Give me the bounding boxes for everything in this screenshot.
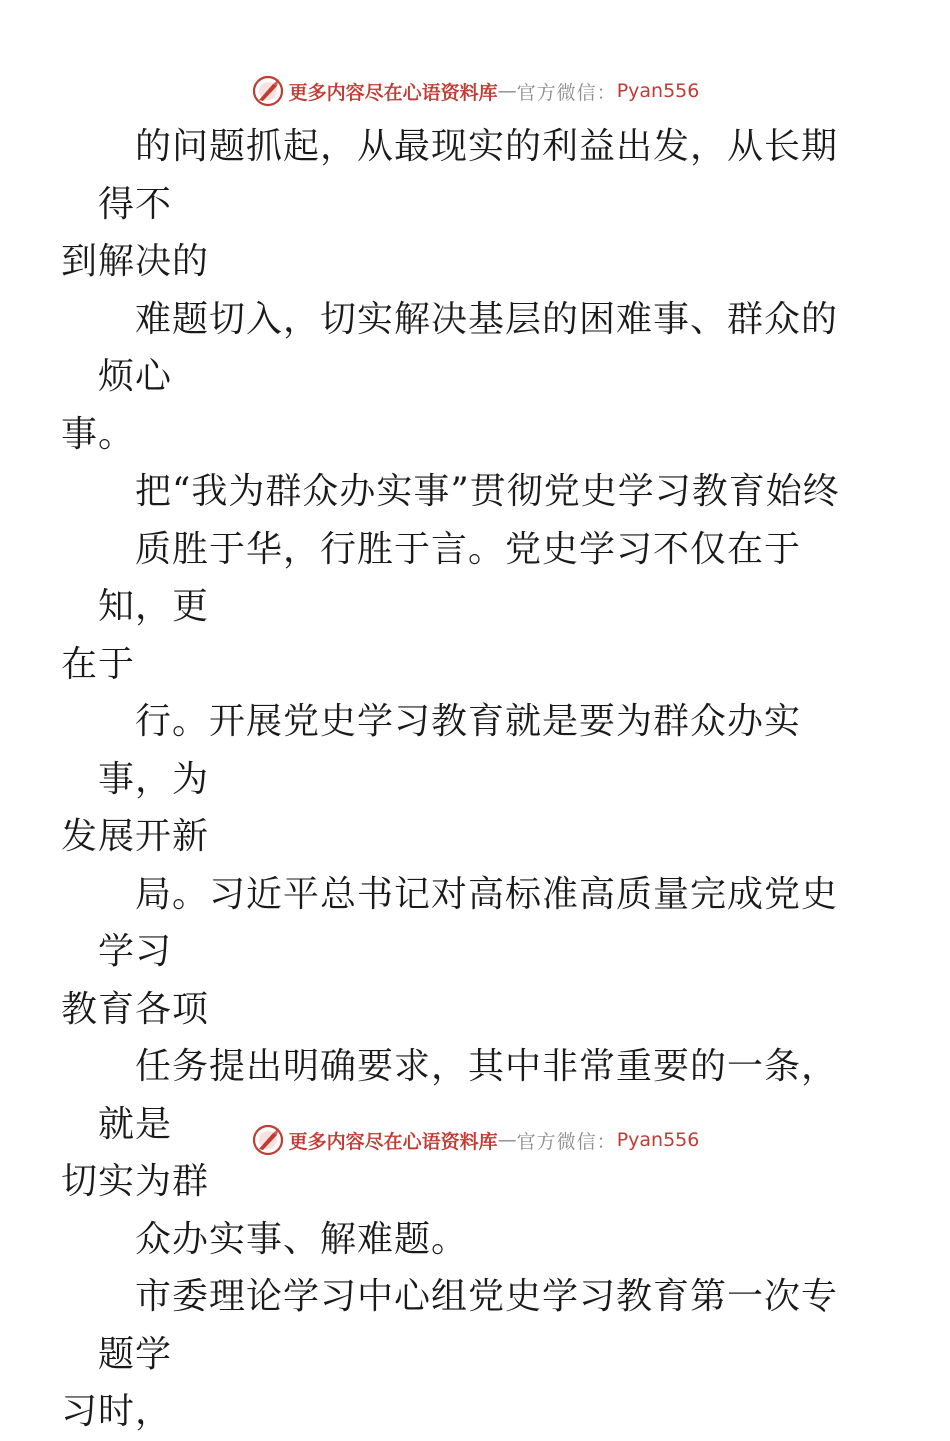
footer-slogan: 更多内容尽在心语资料库 xyxy=(288,1130,498,1153)
paragraph-line xyxy=(61,693,858,866)
paragraph-heading xyxy=(98,463,858,521)
header-wechat-label: 官方微信： xyxy=(516,81,617,104)
line-text: 难题切入，切实解决基层的困难事、群众的烦心 xyxy=(98,298,839,397)
footer-wechat-id: Pyan556 xyxy=(616,1129,700,1151)
document-body xyxy=(61,118,858,1441)
paragraph-line xyxy=(61,118,858,291)
quill-logo-icon xyxy=(251,74,285,108)
line-text: 质胜于华，行胜于言。党史学习不仅在于知，更 xyxy=(98,528,802,627)
line-wrap-text: 事。 xyxy=(61,413,136,455)
line-text: 把“我为群众办实事”贯彻党史学习教育始终 xyxy=(135,471,840,512)
paragraph-line xyxy=(61,1268,858,1441)
line-wrap-text: 到解决的 xyxy=(61,241,210,282)
header-wechat-id: Pyan556 xyxy=(616,80,700,102)
line-text: 市委理论学习中心组党史学习教育第一次专题学 xyxy=(98,1276,839,1375)
footer-separator: — xyxy=(497,1129,517,1151)
footer-wechat-label: 官方微信： xyxy=(516,1130,617,1153)
line-wrap-text: 切实为群 xyxy=(61,1161,210,1202)
line-text: 的问题抓起，从最现实的利益出发，从长期得不 xyxy=(98,126,839,225)
paragraph-line xyxy=(61,866,858,1039)
footer-watermark xyxy=(0,1120,950,1160)
header-watermark xyxy=(0,71,950,111)
paragraph-line xyxy=(61,291,858,464)
paragraph-line xyxy=(98,1211,858,1269)
line-wrap-text: 发展开新 xyxy=(61,816,210,857)
quill-logo-icon xyxy=(251,1123,285,1157)
line-text: 行。开展党史学习教育就是要为群众办实事，为 xyxy=(98,701,802,800)
header-separator: — xyxy=(497,80,517,102)
header-slogan: 更多内容尽在心语资料库 xyxy=(288,81,498,104)
line-text: 任务提出明确要求，其中非常重要的一条，就是 xyxy=(98,1046,839,1145)
line-wrap-text: 习时， xyxy=(61,1391,173,1432)
line-text: 局。习近平总书记对高标准高质量完成党史学习 xyxy=(98,873,839,972)
line-wrap-text: 教育各项 xyxy=(61,988,210,1030)
paragraph-line xyxy=(61,521,858,694)
line-wrap-text: 在于 xyxy=(61,643,136,685)
line-text: 众办实事、解难题。 xyxy=(135,1218,469,1260)
